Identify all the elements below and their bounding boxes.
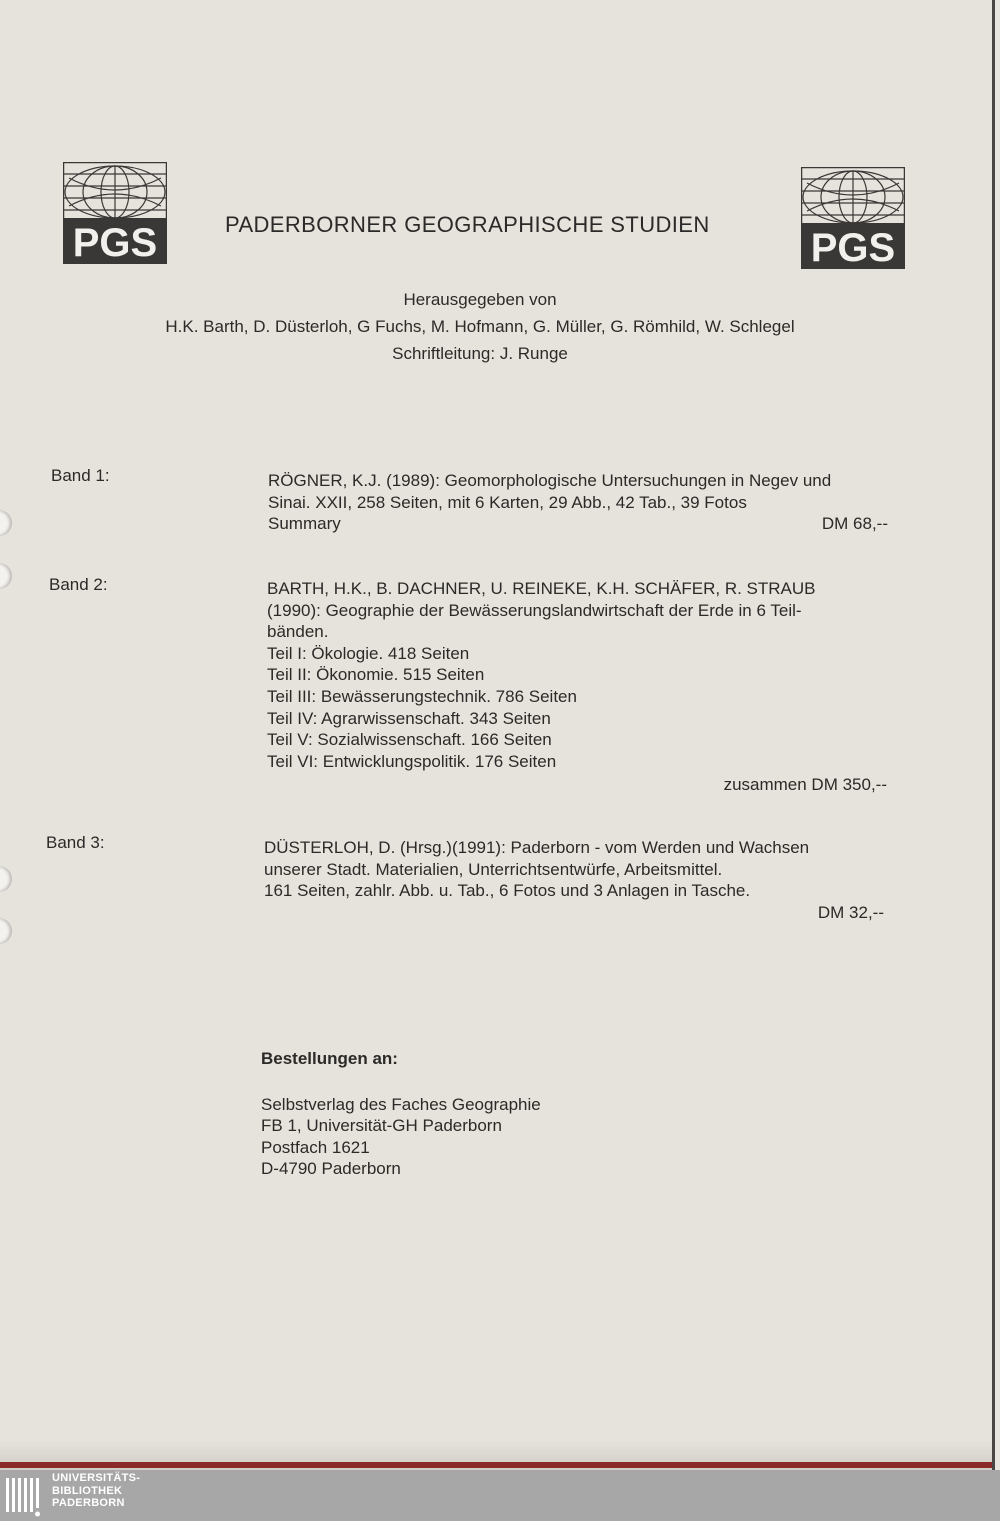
entry-line: RÖGNER, K.J. (1989): Geomorphologische Untersuchungen in Negev und (268, 471, 832, 490)
punch-hole (0, 510, 12, 536)
order-address (261, 1094, 541, 1180)
entry-line: Teil III: Bewässerungstechnik. 786 Seiten (267, 686, 577, 706)
address-line: D-4790 Paderborn (261, 1159, 401, 1179)
punch-hole (0, 866, 12, 892)
pgs-logo-text: PGS (72, 221, 158, 264)
entry-line: Teil II: Ökonomie. 515 Seiten (267, 665, 485, 685)
pgs-logo-icon (801, 167, 905, 269)
editorial-line: Schriftleitung: J. Runge (392, 344, 568, 363)
address-line: Postfach 1621 (261, 1137, 370, 1157)
entry-line: Teil IV: Agrarwissenschaft. 343 Seiten (267, 708, 551, 728)
price: DM 32,-- (817, 902, 884, 922)
order-heading: Bestellungen an: (261, 1049, 398, 1068)
series-title: PADERBORNER GEOGRAPHISCHE STUDIEN (225, 212, 710, 237)
pgs-logo-icon (63, 162, 167, 264)
pgs-logo-text: PGS (810, 226, 896, 269)
band-label: Band 2: (49, 575, 108, 594)
band-label: Band 1: (51, 466, 110, 485)
address-line: FB 1, Universität-GH Paderborn (261, 1116, 502, 1136)
band-entry (267, 578, 887, 796)
entry-line: Teil I: Ökologie. 418 Seiten (267, 643, 470, 663)
band-entry (264, 837, 884, 923)
entry-line: Teil V: Sozialwissenschaft. 166 Seiten (267, 730, 552, 750)
entry-line: DÜSTERLOH, D. (Hrsg.)(1991): Paderborn - vom Werden und Wachsen (264, 838, 810, 857)
band-label: Band 3: (46, 833, 105, 852)
entry-line: Summary (268, 514, 341, 534)
library-name-line: UNIVERSITÄTS- (52, 1472, 141, 1484)
library-name (52, 1472, 140, 1510)
entry-line: (1990): Geographie der Bewässerungslandwirtschaft der Erde in 6 Teil- (267, 600, 802, 620)
library-footer (0, 1470, 1000, 1521)
entry-line: BARTH, H.K., B. DACHNER, U. REINEKE, K.H. SCHÄFER, R. STRAUB (267, 579, 816, 598)
entry-line: bänden. (267, 622, 329, 642)
band-entry (268, 470, 888, 535)
entry-line: Sinai. XXII, 258 Seiten, mit 6 Karten, 29 Abb., 42 Tab., 39 Fotos (268, 492, 747, 512)
entry-line: 161 Seiten, zahlr. Abb. u. Tab., 6 Fotos und 3 Anlagen in Tasche. (264, 881, 751, 901)
price: zusammen DM 350,-- (723, 775, 887, 795)
entry-line: unserer Stadt. Materialien, Unterrichtsentwürfe, Arbeitsmittel. (264, 859, 723, 879)
price: DM 68,-- (821, 514, 888, 534)
punch-hole (0, 918, 12, 944)
page-edge (0, 1462, 992, 1468)
library-name-line: BIBLIOTHEK (52, 1484, 123, 1497)
library-logo-icon (4, 1474, 46, 1518)
entry-line: Teil VI: Entwicklungspolitik. 176 Seiten (267, 751, 557, 771)
address-line: Selbstverlag des Faches Geographie (261, 1095, 541, 1114)
library-name-line: PADERBORN (52, 1497, 125, 1509)
editors-list: H.K. Barth, D. Düsterloh, G Fuchs, M. Hofmann, G. Müller, G. Römhild, W. Schlegel (165, 317, 795, 336)
punch-hole (0, 563, 12, 589)
editor-intro: Herausgegeben von (403, 290, 557, 309)
